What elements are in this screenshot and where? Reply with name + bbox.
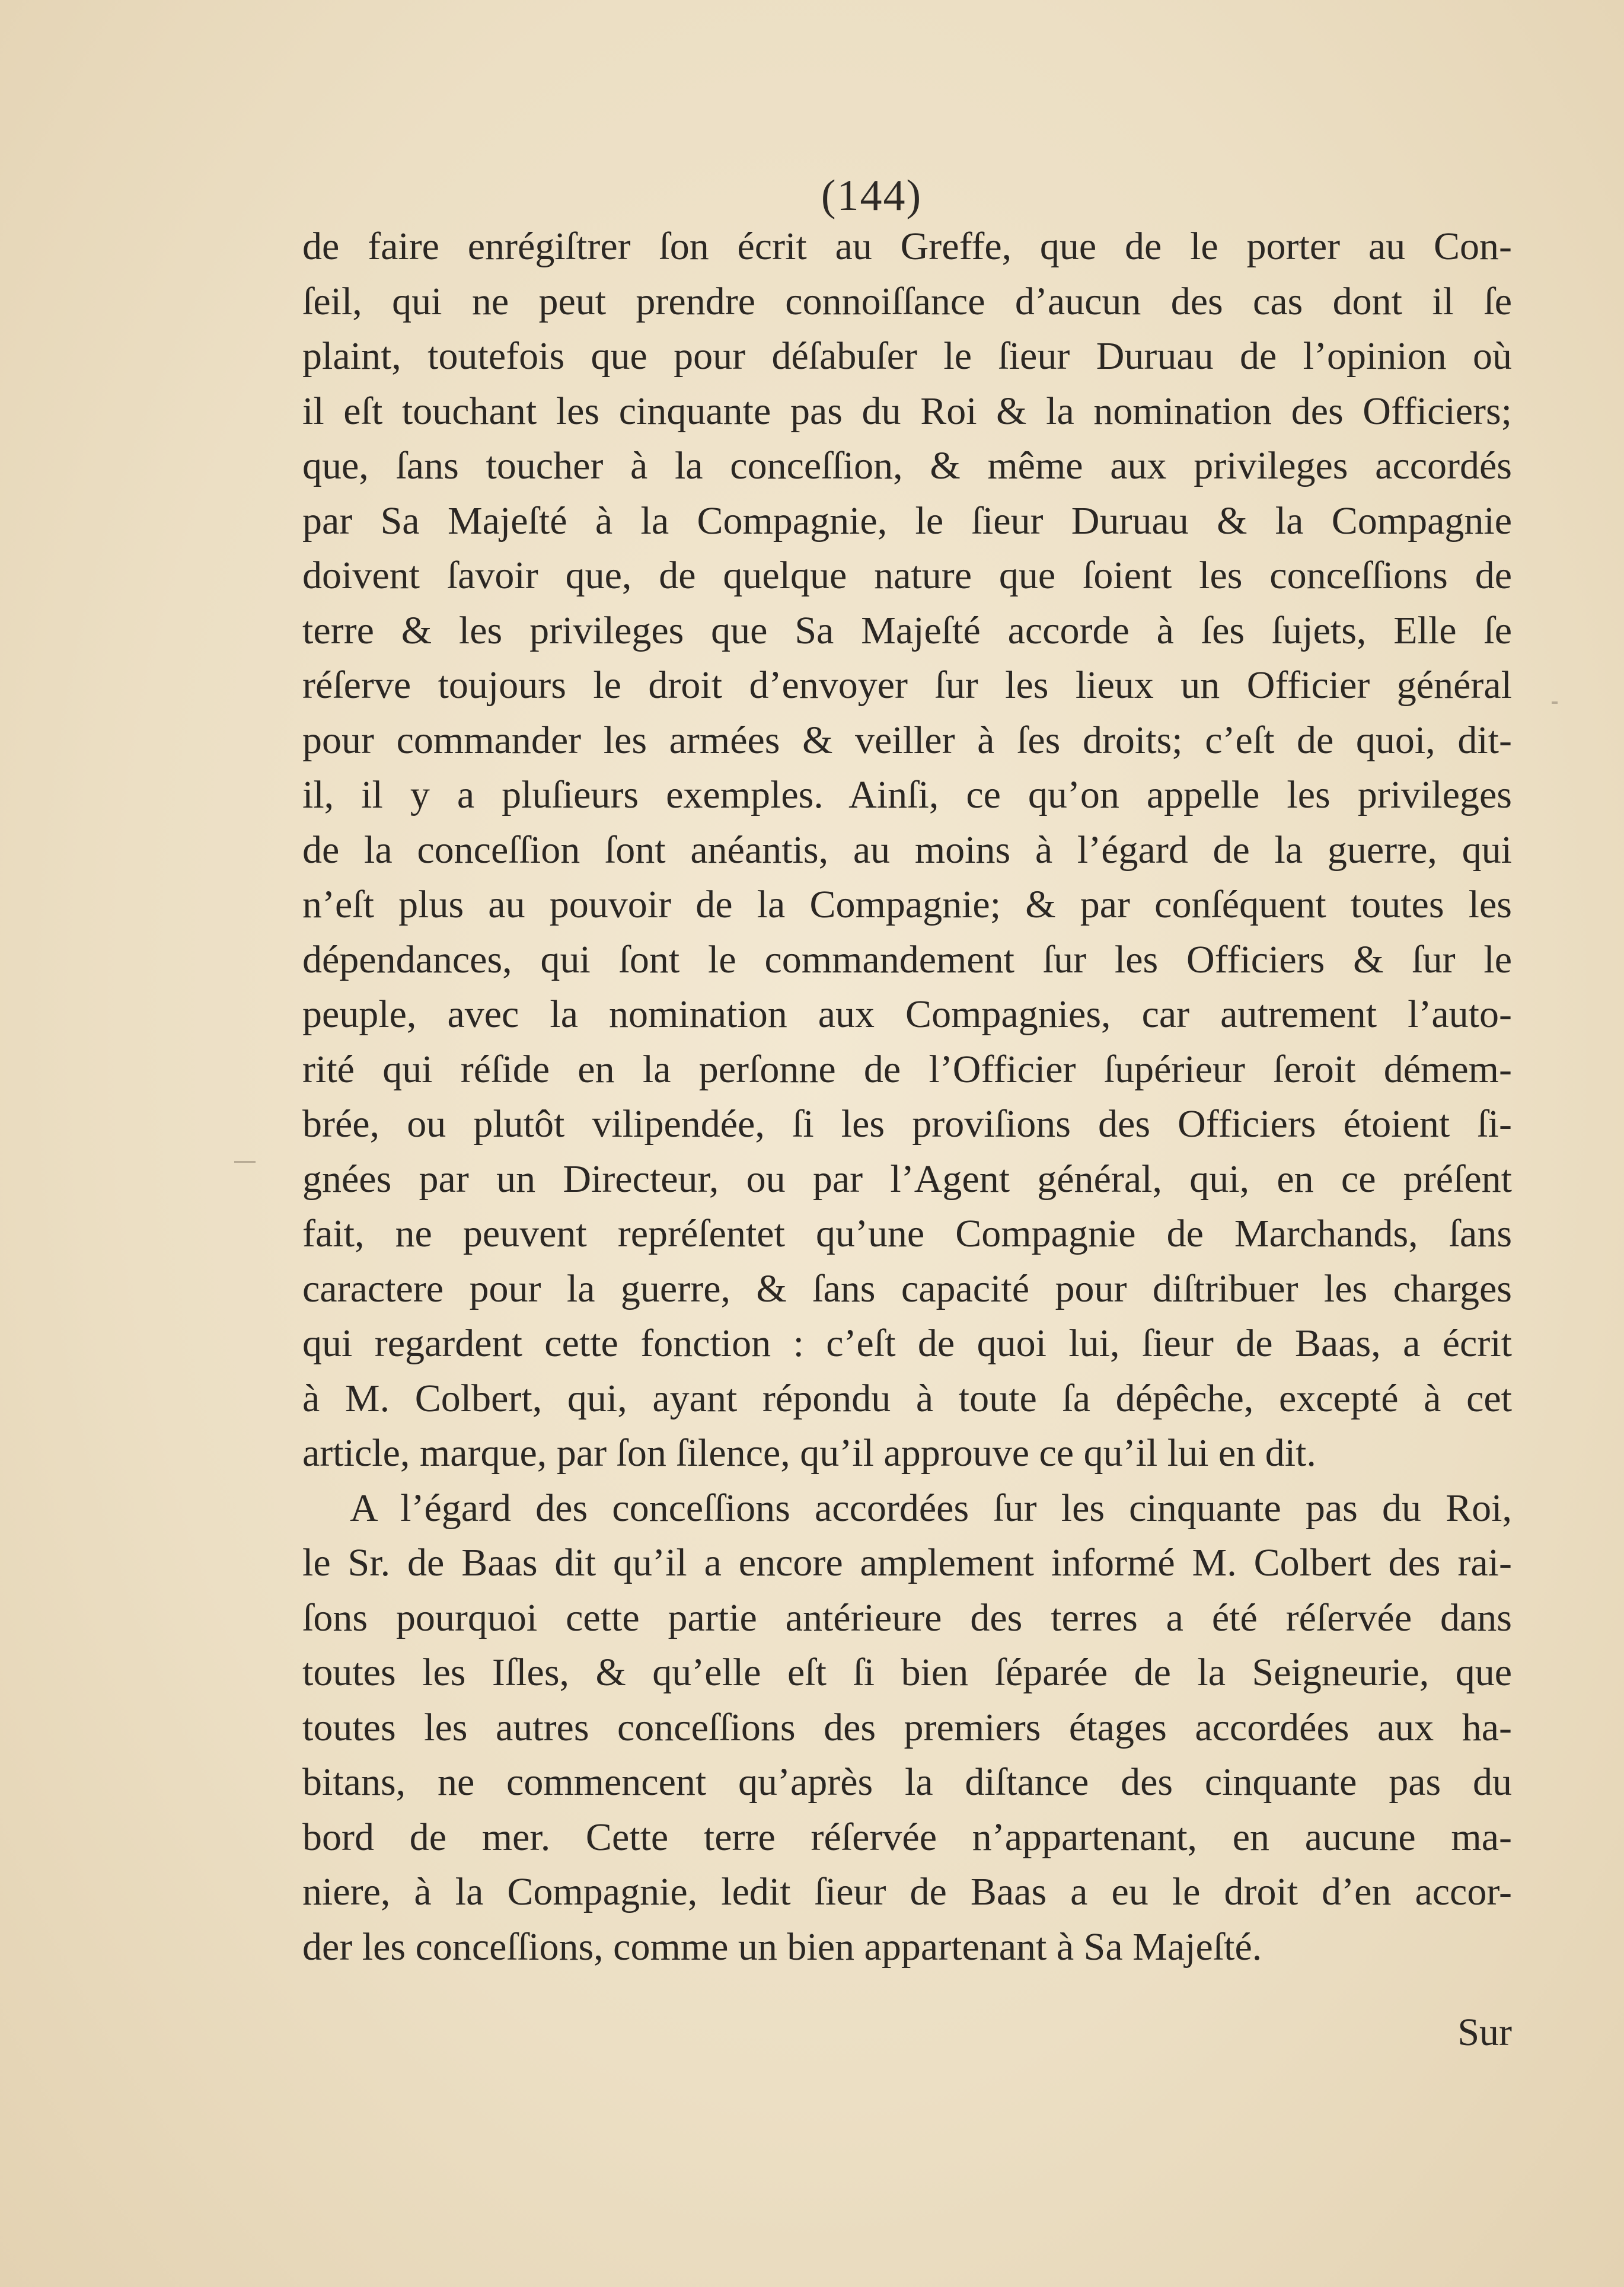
body-text: [302, 219, 1512, 1975]
text-line: il, il y a pluſieurs exemples. Ainſi, ce qu’on appelle les privileges: [302, 773, 1512, 816]
text-line: que, ſans toucher à la conceſſion, & même aux privileges accordés: [302, 444, 1512, 487]
paragraph-start-line: A l’égard des conceſſions accordées ſur les cinquante pas du Roi,: [350, 1486, 1512, 1530]
text-line: n’eſt plus au pouvoir de la Compagnie; & par conſéquent toutes les: [302, 883, 1512, 926]
text-line: rité qui réſide en la perſonne de l’Officier ſupérieur ſeroit démem-: [302, 1047, 1512, 1091]
text-line: ſeil, qui ne peut prendre connoiſſance d’aucun des cas dont il ſe: [302, 279, 1512, 323]
text-line: doivent ſavoir que, de quelque nature que ſoient les conceſſions de: [302, 554, 1512, 597]
text-line: brée, ou plutôt vilipendée, ſi les proviſions des Officiers étoient ſi-: [302, 1102, 1512, 1146]
text-line: qui regardent cette fonction : c’eſt de quoi lui, ſieur de Baas, a écrit: [302, 1322, 1512, 1365]
text-line: dépendances, qui ſont le commandement ſur les Officiers & ſur le: [302, 937, 1512, 981]
text-line: caractere pour la guerre, & ſans capacité pour diſtribuer les charges: [302, 1267, 1512, 1310]
text-line: niere, à la Compagnie, ledit ſieur de Baas a eu le droit d’en accor-: [302, 1870, 1512, 1913]
text-line: toutes les Iſles, & qu’elle eſt ſi bien ſéparée de la Seigneurie, que: [302, 1651, 1512, 1694]
text-line: bord de mer. Cette terre réſervée n’appartenant, en aucune ma-: [302, 1815, 1512, 1859]
text-line: fait, ne peuvent repréſentet qu’une Compagnie de Marchands, ſans: [302, 1212, 1512, 1255]
text-line: par Sa Majeſté à la Compagnie, le ſieur Duruau & la Compagnie: [302, 499, 1512, 543]
text-line: ſons pourquoi cette partie antérieure des terres a été réſervée dans: [302, 1596, 1512, 1640]
text-line: de faire enrégiſtrer ſon écrit au Greffe, que de le porter au Con-: [302, 225, 1512, 268]
margin-mark: [234, 1161, 256, 1163]
text-line: il eſt touchant les cinquante pas du Roi & la nomination des Officiers;: [302, 389, 1512, 433]
page-number: (144): [821, 171, 923, 220]
text-line: de la conceſſion ſont anéantis, au moins à l’égard de la guerre, qui: [302, 828, 1512, 872]
margin-mark: [1552, 701, 1558, 704]
text-line: réſerve toujours le droit d’envoyer ſur les lieux un Officier général: [302, 664, 1512, 707]
text-line: bitans, ne commencent qu’après la diſtance des cinquante pas du: [302, 1760, 1512, 1804]
paragraph-end-line: article, marque, par ſon ſilence, qu’il approuve ce qu’il lui en dit.: [302, 1431, 1316, 1475]
text-line: gnées par un Directeur, ou par l’Agent général, qui, en ce préſent: [302, 1157, 1512, 1201]
text-line: terre & les privileges que Sa Majeſté accorde à ſes ſujets, Elle ſe: [302, 608, 1512, 652]
text-line: plaint, toutefois que pour déſabuſer le ſieur Duruau de l’opinion où: [302, 334, 1512, 378]
text-line: peuple, avec la nomination aux Compagnies, car autrement l’auto-: [302, 993, 1512, 1036]
catchword: Sur: [1457, 2011, 1512, 2054]
text-line: toutes les autres conceſſions des premiers étages accordées aux ha-: [302, 1705, 1512, 1749]
paragraph-end-line: der les conceſſions, comme un bien appartenant à Sa Majeſté.: [302, 1925, 1262, 1969]
text-line: le Sr. de Baas dit qu’il a encore amplement informé M. Colbert des rai-: [302, 1541, 1512, 1584]
text-line: à M. Colbert, qui, ayant répondu à toute ſa dépêche, excepté à cet: [302, 1376, 1512, 1420]
text-line: pour commander les armées & veiller à ſes droits; c’eſt de quoi, dit-: [302, 718, 1512, 762]
